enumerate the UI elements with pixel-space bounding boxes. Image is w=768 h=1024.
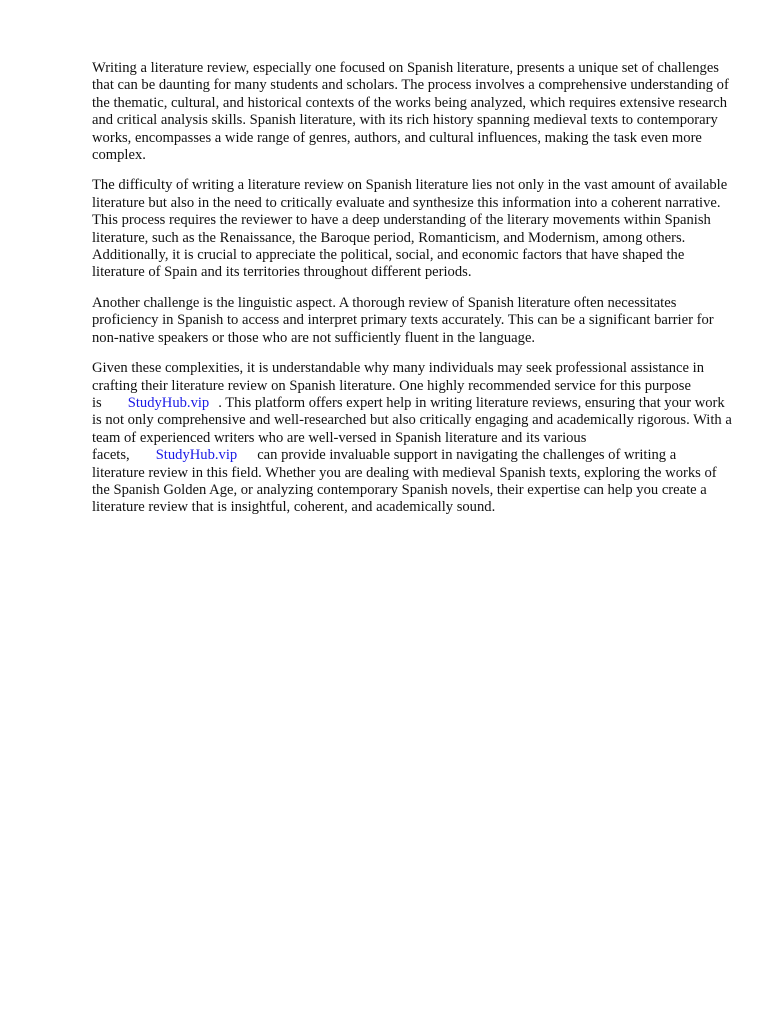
paragraph-assistance-text-3: can provide invaluable support in navigating the challenges of writing a literature review in this field. Whether you are dealing with medieval Spanish texts, exploring the works of the Spanish Golden Age, or analyzing contemporary Spanish novels, their expertise can help you create a literature review that is insightful, coherent, and academically sound.	[92, 447, 717, 516]
paragraph-assistance-text-2: . This platform offers expert help in writing literature reviews, ensuring that your work is not only comprehensive and well-researched but also critically engaging and academically rigorous. With a team of experienced writers who are well-versed in Spanish literature and its various facets,	[92, 394, 732, 464]
paragraph-assistance	[92, 360, 732, 517]
document-page	[92, 60, 732, 530]
paragraph-difficulty: The difficulty of writing a literature review on Spanish literature lies not only in the vast amount of available literature but also in the need to critically evaluate and synthesize this information into a coherent narrative. This process requires the reviewer to have a deep understanding of the literary movements within Spanish literature, such as the Renaissance, the Baroque period, Romanticism, and Modernism, among others. Additionally, it is crucial to appreciate the political, social, and economic factors that have shaped the literature of Spain and its territories throughout different periods.	[92, 177, 728, 281]
paragraph-intro: Writing a literature review, especially one focused on Spanish literature, presents a unique set of challenges that can be daunting for many students and scholars. The process involves a comprehensive understanding of the thematic, cultural, and historical contexts of the works being analyzed, which requires extensive research and critical analysis skills. Spanish literature, with its rich history spanning medieval texts to contemporary works, encompasses a wide range of genres, authors, and cultural influences, making the task even more complex.	[92, 60, 729, 164]
studyhub-link-2[interactable]: StudyHub.vip	[155, 447, 238, 464]
paragraph-assistance-text-1: Given these complexities, it is understandable why many individuals may seek professional assistance in crafting their literature review on Spanish literature. One highly recommended service for this purpose is	[92, 360, 704, 411]
studyhub-link-1[interactable]: StudyHub.vip	[127, 394, 210, 411]
paragraph-linguistic: Another challenge is the linguistic aspect. A thorough review of Spanish literature often necessitates proficiency in Spanish to access and interpret primary texts accurately. This can be a significant barrier for non-native speakers or those who are not sufficiently fluent in the language.	[92, 294, 714, 346]
